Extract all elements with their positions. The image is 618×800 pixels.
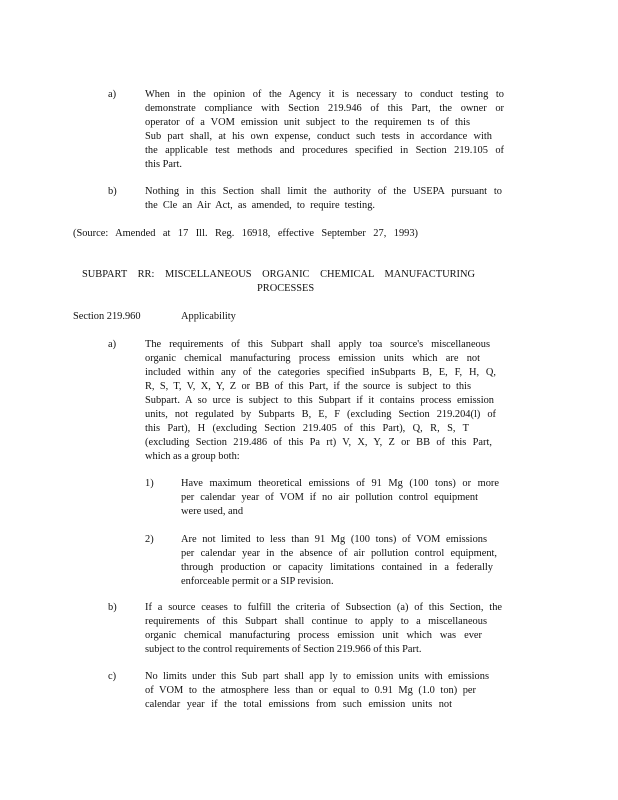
text-line: of VOM to the atmosphere less than or equal to 0.91 Mg (1.0 ton) per [145, 685, 476, 696]
subitem-1-text [181, 477, 499, 519]
text-line: units, not regulated by Subparts B, E, F (excluding Section 219.204(l) of [145, 409, 496, 420]
text-line: the Cle an Air Act, as amended, to require testing. [145, 200, 375, 211]
text-line: requirements of this Subpart shall continue to apply to a miscellaneous [145, 616, 487, 627]
text-line: included within any of the categories specified inSubparts B, E, F, H, Q, [145, 367, 496, 378]
text-line: this Part), H (excluding Section 219.405 of this Part), Q, R, S, T [145, 423, 469, 434]
source-note [73, 227, 418, 241]
item-marker-b: b) [108, 602, 117, 613]
item-marker-c: c) [108, 671, 117, 682]
section-title: Applicability [181, 311, 236, 322]
item-marker-a: a) [108, 339, 117, 350]
text-line: R, S, T, V, X, Y, Z or BB of this Part, if the source is subject to this [145, 381, 471, 392]
text-line: Have maximum theoretical emissions of 91 Mg (100 tons) or more [181, 478, 499, 489]
text-line: If a source ceases to fulfill the criteria of Subsection (a) of this Section, the [145, 602, 502, 613]
text-line: No limits under this Sub part shall app ly to emission units with emissions [145, 671, 489, 682]
prior-item-b-text [145, 185, 502, 213]
source-note-text: (Source: Amended at 17 Ill. Reg. 16918, effective September 27, 1993) [73, 228, 418, 239]
subpart-heading-line1: SUBPART RR: MISCELLANEOUS ORGANIC CHEMICAL MANUFACTURING [82, 269, 475, 280]
text-line: Sub part shall, at his own expense, conduct such tests in accordance with [145, 131, 492, 142]
text-line: Subpart. A so urce is subject to this Subpart if it contains process emission [145, 395, 494, 406]
text-line: were used, and [181, 506, 244, 517]
subitem-marker-1: 1) [145, 478, 154, 489]
text-line: per calendar year of VOM if no air pollution control equipment [181, 492, 478, 503]
text-line: The requirements of this Subpart shall apply toa source's miscellaneous [145, 339, 490, 350]
text-line: demonstrate compliance with Section 219.946 of this Part, the owner or [145, 103, 504, 114]
text-line: (excluding Section 219.486 of this Pa rt) V, X, Y, Z or BB of this Part, [145, 437, 492, 448]
text-line: organic chemical manufacturing process emission units which are not [145, 353, 480, 364]
subitem-marker-2: 2) [145, 534, 154, 545]
text-line: organic chemical manufacturing process emission unit which was ever [145, 630, 482, 641]
text-line: calendar year if the total emissions from such emission units not [145, 699, 452, 710]
text-line: enforceable permit or a SIP revision. [181, 576, 334, 587]
section-c-text [145, 670, 489, 712]
text-line: per calendar year in the absence of air pollution control equipment, [181, 548, 497, 559]
text-line: this Part. [145, 159, 182, 170]
text-line: When in the opinion of the Agency it is necessary to conduct testing to [145, 89, 504, 100]
prior-item-a-text [145, 88, 504, 172]
text-line: Nothing in this Section shall limit the authority of the USEPA pursuant to [145, 186, 502, 197]
text-line: through production or capacity limitations contained in a federally [181, 562, 493, 573]
text-line: operator of a VOM emission unit subject to the requiremen ts of this [145, 117, 470, 128]
subpart-heading-line2: PROCESSES [257, 283, 315, 294]
item-marker-a-prior: a) [108, 89, 117, 100]
subpart-heading [82, 268, 475, 282]
section-b-text [145, 601, 502, 657]
text-line: Are not limited to less than 91 Mg (100 tons) of VOM emissions [181, 534, 487, 545]
item-marker-b-prior: b) [108, 186, 117, 197]
text-line: the applicable test methods and procedures specified in Section 219.105 of [145, 145, 504, 156]
section-a-text [145, 338, 496, 464]
text-line: subject to the control requirements of Section 219.966 of this Part. [145, 644, 422, 655]
subitem-2-text [181, 533, 497, 589]
section-number: Section 219.960 [73, 311, 141, 322]
text-line: which as a group both: [145, 451, 240, 462]
